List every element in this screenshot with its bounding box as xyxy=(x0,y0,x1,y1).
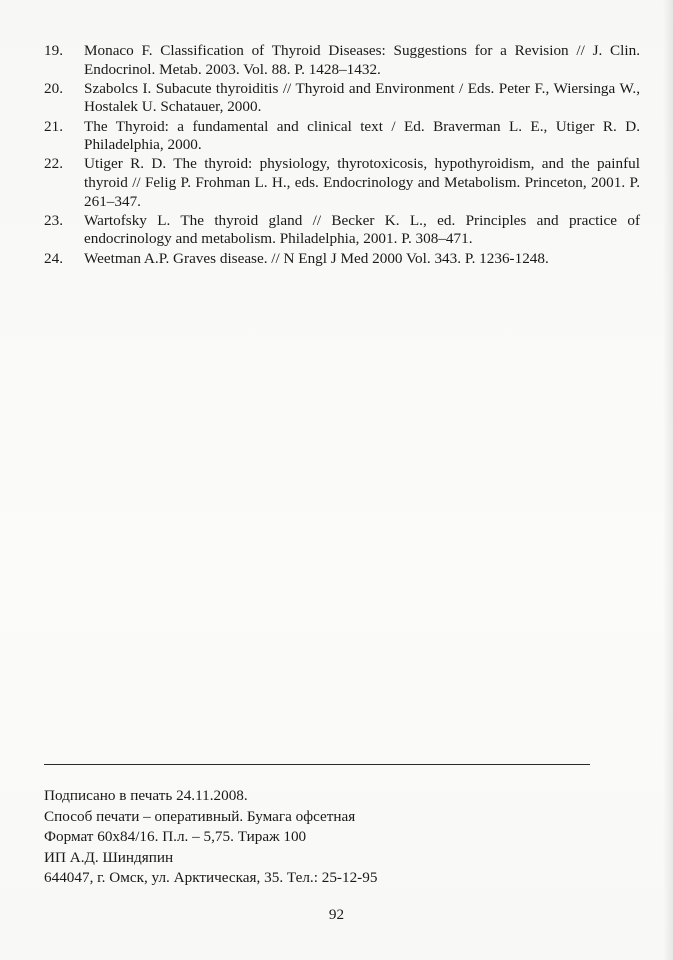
reference-text: Weetman A.P. Graves disease. // N Engl J Med 2000 Vol. 343. P. 1236-1248. xyxy=(84,249,549,267)
reference-text: Wartofsky L. The thyroid gland // Becker K. L., ed. Principles and practice of endocrinology and metabolism. Philadelphia, 2001. P. 308–471. xyxy=(84,211,640,248)
reference-number: 20. xyxy=(44,79,63,97)
reference-list xyxy=(44,42,640,269)
imprint-publisher: ИП А.Д. Шиндяпин xyxy=(44,848,174,866)
reference-item xyxy=(44,250,640,269)
imprint-divider xyxy=(44,764,590,765)
reference-text: The Thyroid: a fundamental and clinical text / Ed. Braverman L. E., Utiger R. D. Philadelphia, 2000. xyxy=(84,117,640,154)
imprint-block xyxy=(44,786,377,889)
imprint-signed-date: Подписано в печать 24.11.2008. xyxy=(44,787,248,804)
reference-item xyxy=(44,80,640,117)
reference-number: 19. xyxy=(44,42,63,59)
imprint-address: 644047, г. Омск, ул. Арктическая, 35. Тел.: 25-12-95 xyxy=(44,869,378,887)
scan-edge-shadow xyxy=(663,0,673,960)
imprint-format: Формат 60x84/16. П.л. – 5,75. Тираж 100 xyxy=(44,828,307,846)
reference-text: Szabolcs I. Subacute thyroiditis // Thyroid and Environment / Eds. Peter F., Wiersinga W., Hostalek U. Schatauer, 2000. xyxy=(84,79,640,116)
page-number: 92 xyxy=(328,906,345,923)
reference-item xyxy=(44,212,640,249)
reference-number: 22. xyxy=(44,155,63,173)
reference-item xyxy=(44,118,640,155)
reference-number: 24. xyxy=(44,249,63,267)
reference-item xyxy=(44,42,640,79)
reference-item xyxy=(44,155,640,211)
reference-number: 23. xyxy=(44,211,63,229)
imprint-print-method: Способ печати – оперативный. Бумага офсетная xyxy=(44,807,356,825)
reference-number: 21. xyxy=(44,117,63,135)
reference-text: Utiger R. D. The thyroid: physiology, thyrotoxicosis, hypothyroidism, and the painful thyroid // Felig P. Frohman L. H., eds. Endocrinology and Metabolism. Princeton, 2001. P. 261–347. xyxy=(84,155,640,210)
reference-text: Monaco F. Classification of Thyroid Diseases: Suggestions for a Revision // J. Clin. Endocrinol. Metab. 2003. Vol. 88. P. 1428–1432. xyxy=(84,42,640,78)
